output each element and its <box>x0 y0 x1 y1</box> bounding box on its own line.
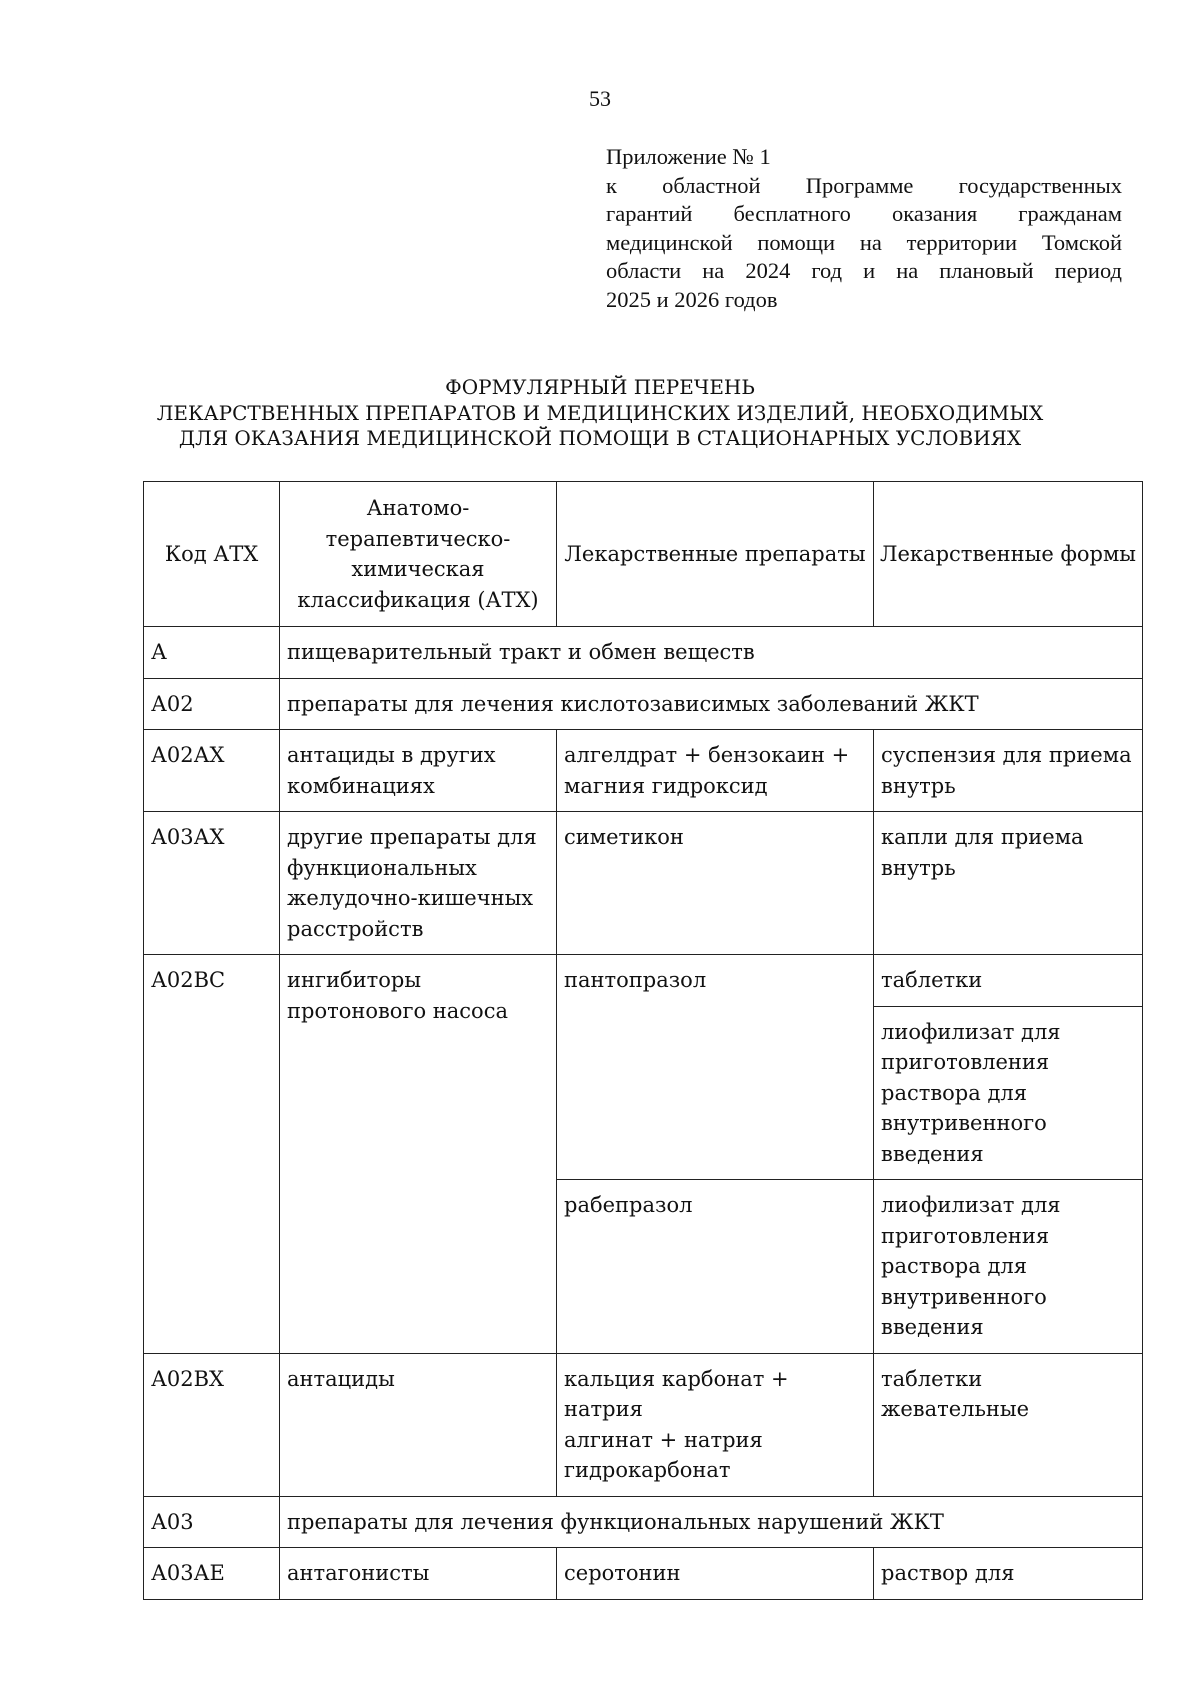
drug-form: капли для приема внутрь <box>874 812 1143 955</box>
atc-code: А03АХ <box>144 812 280 955</box>
appendix-line: к областной Программе государственных <box>606 172 1122 198</box>
appendix-line: медицинской помощи на территории Томской <box>606 229 1122 255</box>
atc-classification: другие препараты для функциональных желудочно-кишечных расстройств <box>280 812 557 955</box>
header-forms: Лекарственные формы <box>874 482 1143 627</box>
drug-form: лиофилизат для приготовления раствора для внутривенного введения <box>874 1006 1143 1180</box>
drug-name: рабепразол <box>557 1180 874 1354</box>
group-row <box>144 1496 1143 1548</box>
atc-code: А02АХ <box>144 730 280 812</box>
drug-name: пантопразол <box>557 955 874 1180</box>
atc-classification: ингибиторы протонового насоса <box>280 955 557 1354</box>
group-code: А <box>144 627 280 679</box>
formulary-table <box>143 481 1143 1600</box>
appendix-line: гарантий бесплатного оказания гражданам <box>606 201 1122 226</box>
table-header-row <box>144 482 1143 627</box>
table-row <box>144 955 1143 1007</box>
table-row <box>144 730 1143 812</box>
appendix-line: области на 2024 год и на плановый период <box>606 258 1122 283</box>
group-row <box>144 678 1143 730</box>
drug-form: таблетки жевательные <box>874 1353 1143 1496</box>
header-drugs: Лекарственные препараты <box>557 482 874 627</box>
atc-code: А03АЕ <box>144 1548 280 1600</box>
heading-line: ЛЕКАРСТВЕННЫХ ПРЕПАРАТОВ И МЕДИЦИНСКИХ ИЗДЕЛИЙ, НЕОБХОДИМЫХ <box>156 400 1044 425</box>
group-code: А02 <box>144 678 280 730</box>
appendix-block <box>606 143 1122 314</box>
group-title: препараты для лечения кислотозависимых заболеваний ЖКТ <box>280 678 1143 730</box>
atc-classification: антациды <box>280 1353 557 1496</box>
heading-line: ФОРМУЛЯРНЫЙ ПЕРЕЧЕНЬ <box>445 375 755 399</box>
drug-form: суспензия для приема внутрь <box>874 730 1143 812</box>
heading-line: ДЛЯ ОКАЗАНИЯ МЕДИЦИНСКОЙ ПОМОЩИ В СТАЦИОНАРНЫХ УСЛОВИЯХ <box>178 426 1022 450</box>
drug-name: кальция карбонат + натрия алгинат + натрия гидрокарбонат <box>557 1353 874 1496</box>
drug-form: таблетки <box>874 955 1143 1007</box>
header-atc-classification: Анатомо- терапевтическо- химическая классификация (АТХ) <box>280 482 557 627</box>
appendix-title: Приложение № 1 <box>606 144 771 169</box>
drug-name: серотонин <box>557 1548 874 1600</box>
drug-form: лиофилизат для приготовления раствора для внутривенного введения <box>874 1180 1143 1354</box>
atc-code: А02ВС <box>144 955 280 1354</box>
atc-code: А02ВХ <box>144 1353 280 1496</box>
table-row <box>144 1353 1143 1496</box>
table-row <box>144 1548 1143 1600</box>
document-heading <box>0 375 1200 452</box>
drug-name: симетикон <box>557 812 874 955</box>
table-row <box>144 812 1143 955</box>
group-row <box>144 627 1143 679</box>
group-code: А03 <box>144 1496 280 1548</box>
appendix-line: 2025 и 2026 годов <box>606 286 778 312</box>
drug-name: алгелдрат + бензокаин + магния гидроксид <box>557 730 874 812</box>
drug-form: раствор для <box>874 1548 1143 1600</box>
header-atc-code: Код АТХ <box>144 482 280 627</box>
group-title: препараты для лечения функциональных нарушений ЖКТ <box>280 1496 1143 1548</box>
page-number: 53 <box>589 86 611 111</box>
atc-classification: антагонисты <box>280 1548 557 1600</box>
atc-classification: антациды в других комбинациях <box>280 730 557 812</box>
group-title: пищеварительный тракт и обмен веществ <box>280 627 1143 679</box>
